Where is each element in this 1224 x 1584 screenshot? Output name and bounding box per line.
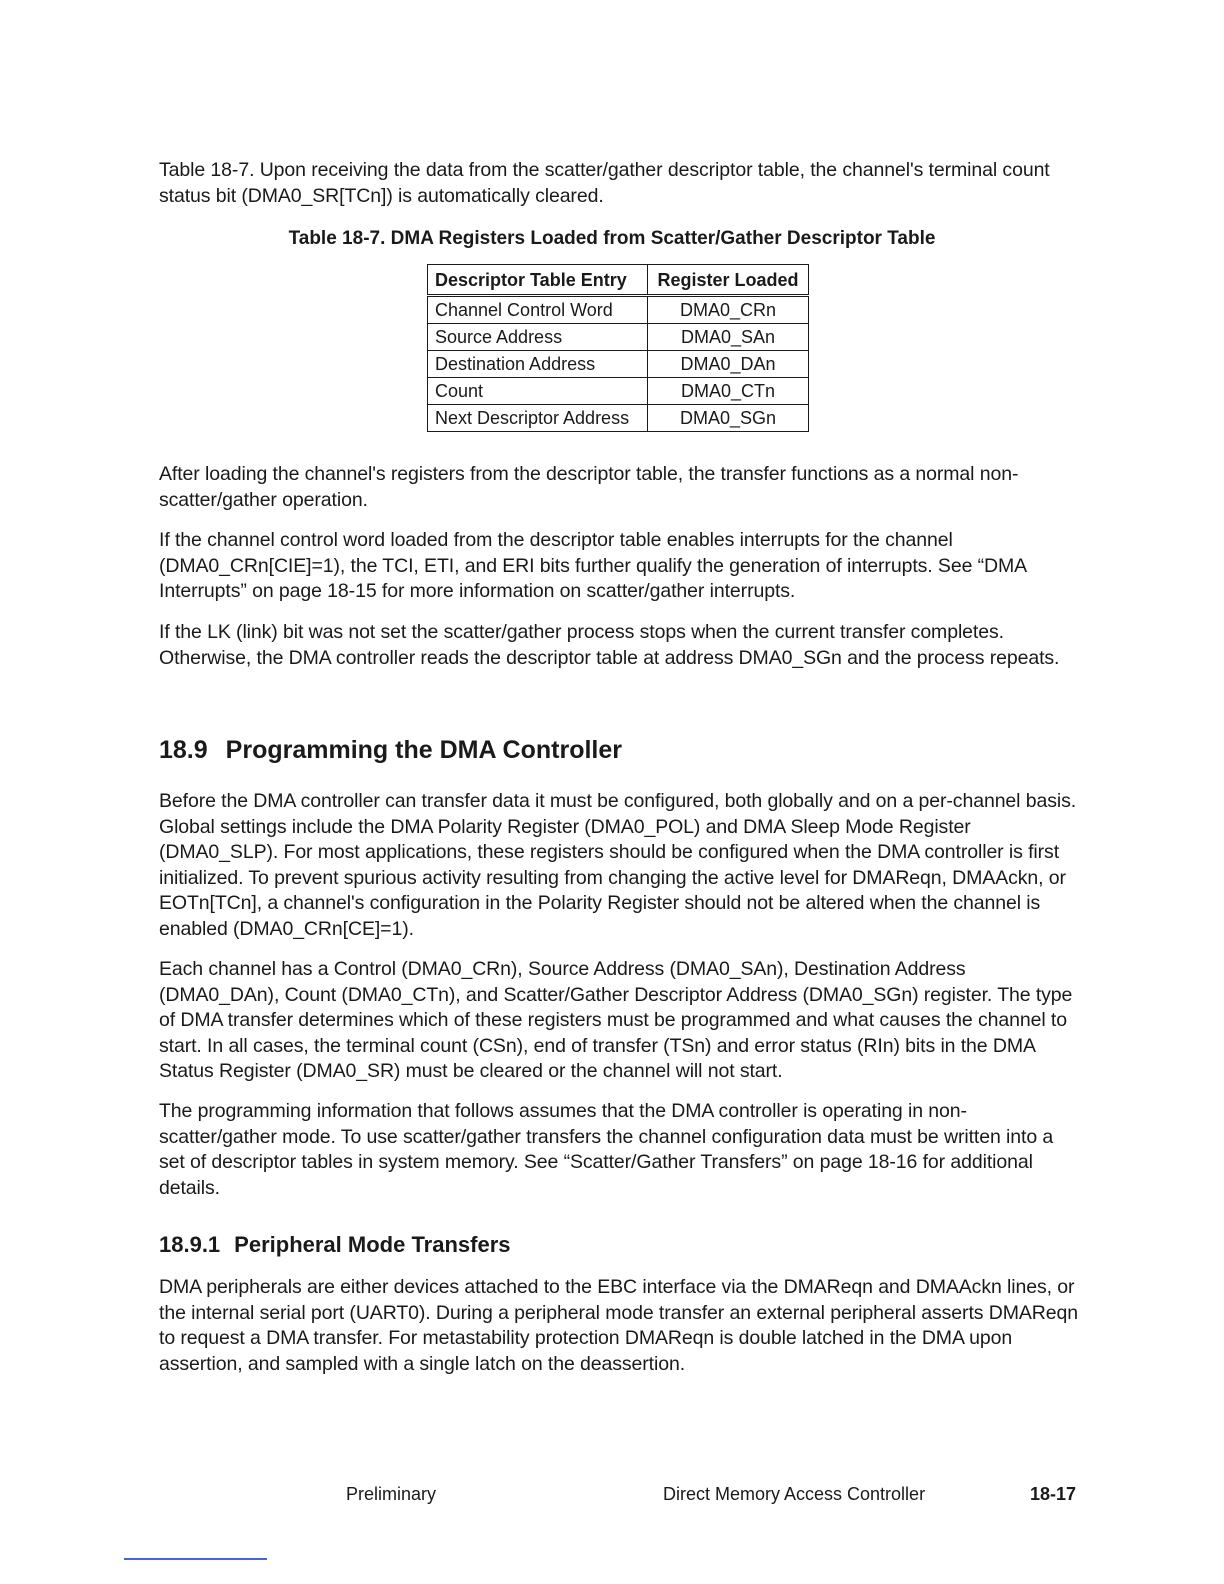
section-paragraph-1: Before the DMA controller can transfer data it must be configured, both globally and on a per-channel basis. Global settings include the DMA Polarity Register (DMA0_POL) and DMA Sleep Mode Register (DMA0_SLP). For most applications, these registers should be configured when the DMA controller is first initialized. To prevent spurious activity resulting from changing the active level for DMAReqn, DMAAckn, or EOTn[TCn], a channel's configuration in the Polarity Register should not be altered when the channel is enabled (DMA0_CRn[CE]=1). [159,790,1077,940]
table-header-entry: Descriptor Table Entry [428,265,648,296]
table-cell-entry: Destination Address [428,351,648,378]
table-cell-register: DMA0_CRn [648,296,809,324]
table-row [428,324,809,351]
table-cell-register: DMA0_SGn [648,405,809,432]
table-cell-entry: Source Address [428,324,648,351]
section-title: Programming the DMA Controller [225,736,622,764]
table-cell-entry: Channel Control Word [428,296,648,324]
paragraph-link-bit: If the LK (link) bit was not set the scatter/gather process stops when the current transfer completes. Otherwise, the DMA controller reads the descriptor table at address DMA0_SGn and the process repeats. [159,621,1060,669]
section-heading [159,736,622,765]
table-cell-register: DMA0_CTn [648,378,809,405]
footer-status: Preliminary [346,1484,437,1504]
paragraph-interrupts: If the channel control word loaded from the descriptor table enables interrupts for the channel (DMA0_CRn[CIE]=1), the TCI, ETI, and ERI bits further qualify the generation of interrupts. See “DMA Interrupts” on page 18-15 for more information on scatter/gather interrupts. [159,529,1026,602]
section-paragraph-2: Each channel has a Control (DMA0_CRn), Source Address (DMA0_SAn), Destination Address (DMA0_DAn), Count (DMA0_CTn), and Scatter/Gather Descriptor Address (DMA0_SGn) register. The type of DMA transfer determines which of these registers must be programmed and what causes the channel to start. In all cases, the terminal count (CSn), end of transfer (TSn) and error status (RIn) bits in the DMA Status Register (DMA0_SR) must be cleared or the channel will not start. [159,958,1073,1082]
table-caption: Table 18-7. DMA Registers Loaded from Scatter/Gather Descriptor Table [288,228,936,249]
subsection-paragraph-1: DMA peripherals are either devices attached to the EBC interface via the DMAReqn and DMAAckn lines, or the internal serial port (UART0). During a peripheral mode transfer an external peripheral asserts DMAReqn to request a DMA transfer. For metastability protection DMAReqn is double latched in the DMA upon assertion, and sampled with a single latch on the deassertion. [159,1276,1078,1375]
footer-page-number: 18-17 [1030,1484,1077,1504]
footer-chapter: Direct Memory Access Controller [663,1484,926,1504]
table-row [428,405,809,432]
scan-edge-line [124,1558,267,1560]
table-row [428,378,809,405]
table-cell-entry: Count [428,378,648,405]
section-number: 18.9 [159,736,208,764]
subsection-number: 18.9.1 [159,1232,221,1257]
subsection-title: Peripheral Mode Transfers [234,1232,511,1257]
table-row [428,296,809,324]
table-header-register: Register Loaded [648,265,809,296]
table-header-row [428,265,809,296]
table-cell-entry: Next Descriptor Address [428,405,648,432]
paragraph-after-loading: After loading the channel's registers from the descriptor table, the transfer functions as a normal non-scatter/gather operation. [159,463,1019,511]
table-cell-register: DMA0_DAn [648,351,809,378]
table-cell-register: DMA0_SAn [648,324,809,351]
intro-paragraph: Table 18-7. Upon receiving the data from the scatter/gather descriptor table, the channel's terminal count status bit (DMA0_SR[TCn]) is automatically cleared. [159,159,1050,207]
subsection-heading [159,1232,511,1258]
descriptor-table [427,264,809,432]
table-row [428,351,809,378]
section-paragraph-3: The programming information that follows assumes that the DMA controller is operating in non-scatter/gather mode. To use scatter/gather transfers the channel configuration data must be written into a set of descriptor tables in system memory. See “Scatter/Gather Transfers” on page 18-16 for additional details. [159,1100,1054,1199]
